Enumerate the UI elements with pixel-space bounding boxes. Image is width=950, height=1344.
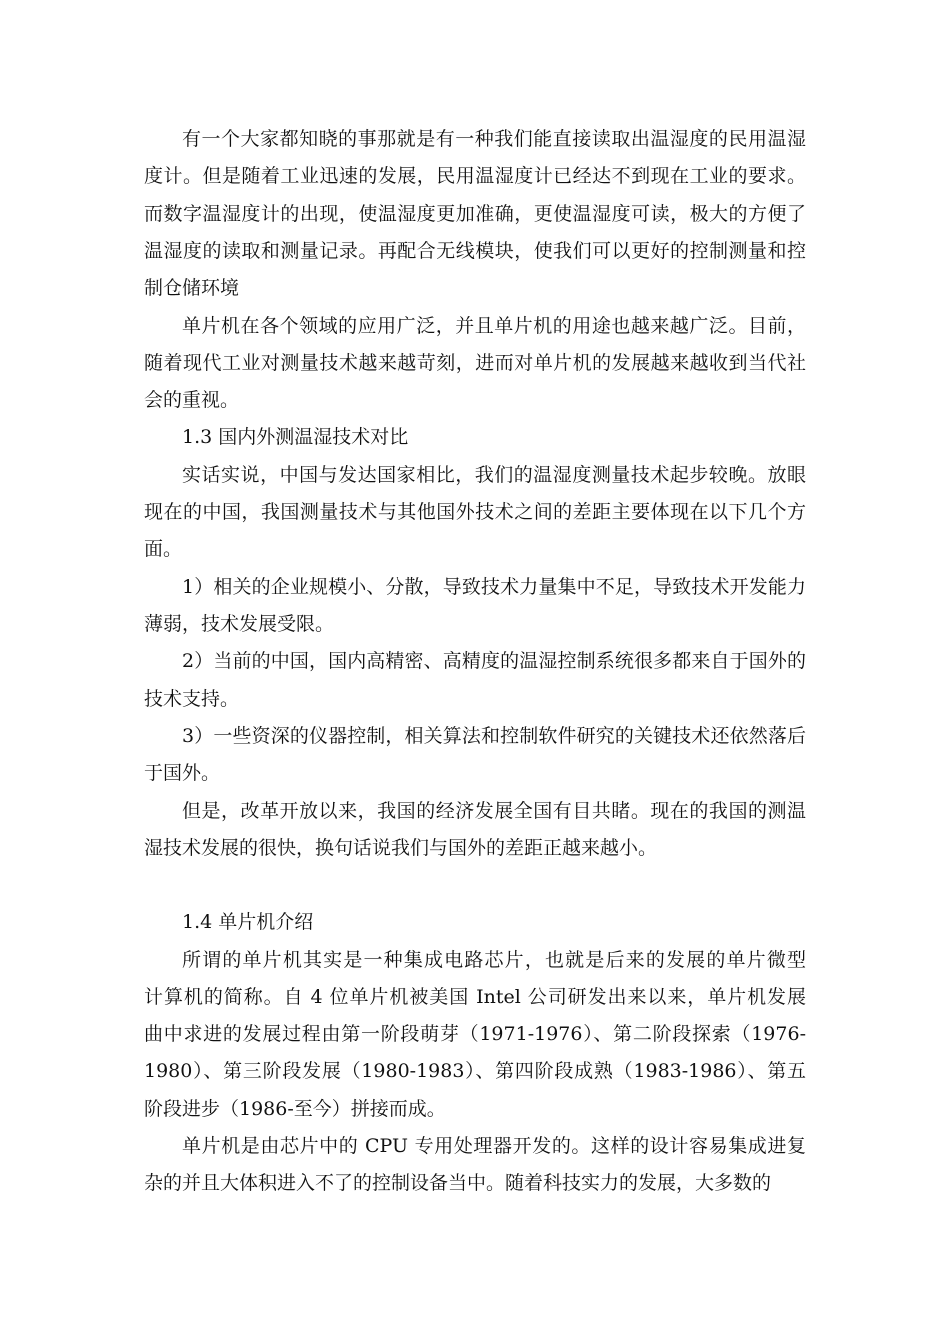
text-line: 所谓的单片机其实是一种集成电路芯片，也就是后来的发展的单片微型: [182, 949, 806, 971]
text-line: 但是，改革开放以来，我国的经济发展全国有目共睹。现在的我国的测温: [182, 800, 806, 822]
section-heading-1-3: 1.3 国内外测温湿技术对比: [182, 426, 409, 448]
text-line: 度计。但是随着工业迅速的发展，民用温湿度计已经达不到现在工业的要求。: [144, 165, 806, 187]
text-line: 实话实说，中国与发达国家相比，我们的温湿度测量技术起步较晚。放眼: [182, 464, 806, 486]
text-line: 技术支持。: [144, 688, 240, 710]
text-line: 制仓储环境: [144, 277, 240, 299]
text-line: 温湿度的读取和测量记录。再配合无线模块，使我们可以更好的控制测量和控: [144, 240, 806, 262]
text-line: 1）相关的企业规模小、分散，导致技术力量集中不足，导致技术开发能力: [182, 576, 806, 598]
text-line: 会的重视。: [144, 389, 240, 411]
text-line: 有一个大家都知晓的事那就是有一种我们能直接读取出温湿度的民用温湿: [182, 128, 806, 150]
section-heading-1-4: 1.4 单片机介绍: [182, 911, 314, 933]
text-line: 3）一些资深的仪器控制，相关算法和控制软件研究的关键技术还依然落后: [182, 725, 806, 747]
text-line: 单片机是由芯片中的 CPU 专用处理器开发的。这样的设计容易集成进复: [182, 1135, 806, 1157]
text-line: 而数字温湿度计的出现，使温湿度更加准确，更使温湿度可读，极大的方便了: [144, 203, 806, 225]
text-line: 曲中求进的发展过程由第一阶段萌芽（1971-1976）、第二阶段探索（1976-: [144, 1023, 806, 1045]
text-line: 薄弱，技术发展受限。: [144, 613, 335, 635]
text-line: 单片机在各个领域的应用广泛，并且单片机的用途也越来越广泛。目前，: [182, 315, 806, 337]
text-line: 面。: [144, 538, 183, 560]
text-line: 1980）、第三阶段发展（1980-1983）、第四阶段成熟（1983-1986）、第五: [144, 1060, 806, 1082]
text-line: 现在的中国，我国测量技术与其他国外技术之间的差距主要体现在以下几个方: [144, 501, 806, 523]
text-line: 随着现代工业对测量技术越来越苛刻，进而对单片机的发展越来越收到当代社: [144, 352, 806, 374]
text-line: 湿技术发展的很快，换句话说我们与国外的差距正越来越小。: [144, 837, 658, 859]
text-line: 2）当前的中国，国内高精密、高精度的温湿控制系统很多都来自于国外的: [182, 650, 806, 672]
text-line: 杂的并且大体积进入不了的控制设备当中。随着科技实力的发展，大多数的: [144, 1172, 772, 1194]
text-line: 于国外。: [144, 762, 221, 784]
text-line: 计算机的简称。自 4 位单片机被美国 Intel 公司研发出来以来，单片机发展: [144, 986, 806, 1008]
text-line: 阶段进步（1986-至今）拼接而成。: [144, 1098, 446, 1120]
